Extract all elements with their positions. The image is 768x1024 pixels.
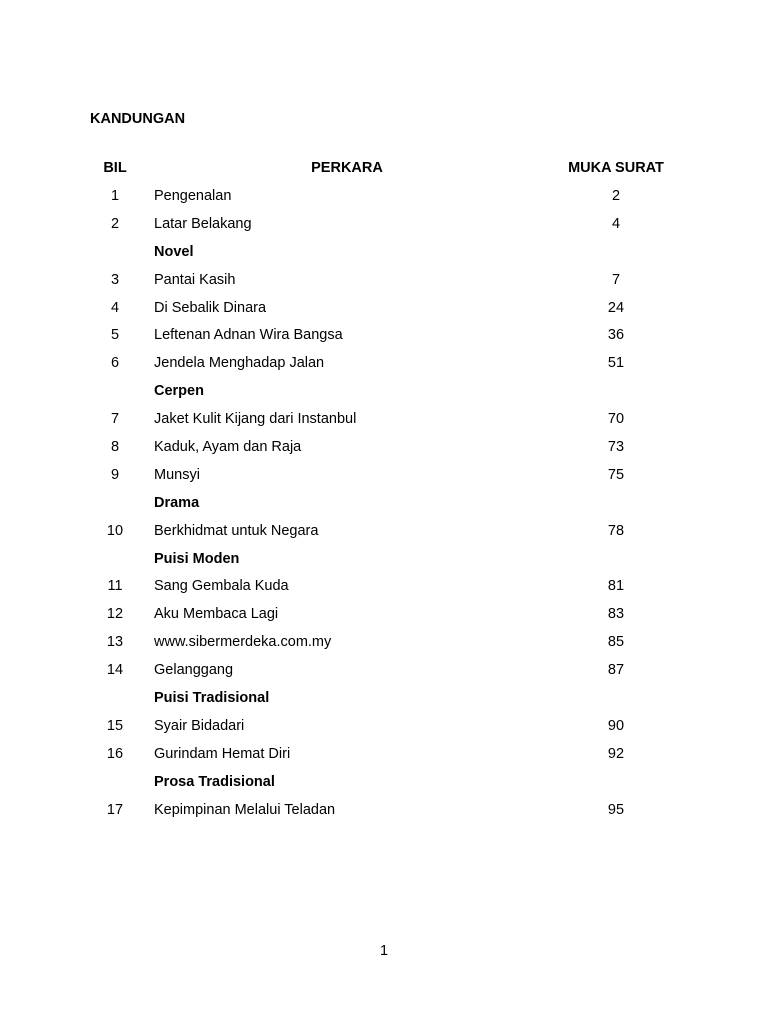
row-muka-surat: 95 xyxy=(607,801,625,818)
row-bil: 12 xyxy=(106,606,124,623)
row-perkara: Di Sebalik Dinara xyxy=(154,299,267,316)
table-row xyxy=(0,214,768,242)
row-perkara: Gelanggang xyxy=(154,662,234,679)
row-muka-surat: 92 xyxy=(607,745,625,762)
row-bil: 8 xyxy=(110,439,120,456)
row-muka-surat: 2 xyxy=(611,188,621,204)
table-row xyxy=(0,576,768,604)
page-title: KANDUNGAN xyxy=(90,111,186,127)
row-perkara: Pengenalan xyxy=(154,188,232,204)
row-perkara: Kaduk, Ayam dan Raja xyxy=(154,439,302,456)
row-muka-surat: 81 xyxy=(607,578,625,595)
row-perkara: Leftenan Adnan Wira Bangsa xyxy=(154,327,343,344)
row-bil: 16 xyxy=(106,745,124,762)
row-bil: 11 xyxy=(107,578,123,595)
row-bil: 9 xyxy=(110,466,120,483)
row-perkara: Jaket Kulit Kijang dari Instanbul xyxy=(154,411,357,428)
table-row xyxy=(0,270,768,298)
table-row xyxy=(0,632,768,660)
row-perkara: Berkhidmat untuk Negara xyxy=(154,522,319,539)
row-bil: 3 xyxy=(110,271,120,288)
section-heading: Cerpen xyxy=(154,383,204,400)
table-row xyxy=(0,437,768,465)
section-heading: Drama xyxy=(154,494,200,511)
row-perkara: Aku Membaca Lagi xyxy=(154,606,279,623)
row-muka-surat: 4 xyxy=(611,215,621,232)
section-heading-row xyxy=(0,549,768,577)
row-perkara: Sang Gembala Kuda xyxy=(154,578,289,595)
row-muka-surat: 36 xyxy=(607,327,625,344)
row-bil: 5 xyxy=(110,327,120,344)
row-perkara: Latar Belakang xyxy=(154,215,252,232)
section-heading-row xyxy=(0,242,768,270)
row-bil: 17 xyxy=(106,801,124,818)
row-muka-surat: 87 xyxy=(607,662,625,679)
row-perkara: Gurindam Hemat Diri xyxy=(154,745,291,762)
row-muka-surat: 73 xyxy=(607,439,625,456)
table-header xyxy=(0,158,768,178)
row-muka-surat: 83 xyxy=(607,606,625,623)
row-bil: 6 xyxy=(110,355,120,372)
table-row xyxy=(0,521,768,549)
row-muka-surat: 70 xyxy=(607,411,625,428)
table-row xyxy=(0,186,768,214)
row-muka-surat: 78 xyxy=(607,522,625,539)
row-perkara: www.sibermerdeka.com.my xyxy=(154,634,332,651)
row-perkara: Munsyi xyxy=(154,466,200,483)
row-bil: 15 xyxy=(106,717,124,734)
row-bil: 7 xyxy=(110,411,120,428)
row-bil: 13 xyxy=(106,634,124,651)
header-perkara: PERKARA xyxy=(311,160,383,176)
row-muka-surat: 90 xyxy=(607,717,625,734)
table-row xyxy=(0,298,768,326)
row-bil: 14 xyxy=(106,662,124,679)
page-number: 1 xyxy=(379,943,389,959)
section-heading: Novel xyxy=(154,243,194,260)
row-bil: 1 xyxy=(110,188,120,204)
section-heading: Puisi Tradisional xyxy=(154,690,270,707)
row-muka-surat: 75 xyxy=(607,466,625,483)
row-perkara: Kepimpinan Melalui Teladan xyxy=(154,801,336,818)
table-row xyxy=(0,744,768,772)
section-heading-row xyxy=(0,688,768,716)
row-perkara: Pantai Kasih xyxy=(154,271,236,288)
table-row xyxy=(0,800,768,828)
section-heading-row xyxy=(0,493,768,521)
table-row xyxy=(0,409,768,437)
header-bil: BIL xyxy=(103,160,127,176)
table-row xyxy=(0,353,768,381)
section-heading: Puisi Moden xyxy=(154,550,240,567)
row-muka-surat: 85 xyxy=(607,634,625,651)
row-bil: 4 xyxy=(110,299,120,316)
row-muka-surat: 51 xyxy=(607,355,625,372)
section-heading: Prosa Tradisional xyxy=(154,773,275,790)
table-row xyxy=(0,465,768,493)
table-row xyxy=(0,660,768,688)
section-heading-row xyxy=(0,772,768,800)
header-muka-surat: MUKA SURAT xyxy=(568,160,664,176)
contents-table xyxy=(0,186,768,827)
row-muka-surat: 24 xyxy=(607,299,625,316)
row-muka-surat: 7 xyxy=(611,271,621,288)
section-heading-row xyxy=(0,381,768,409)
table-row xyxy=(0,325,768,353)
row-perkara: Jendela Menghadap Jalan xyxy=(154,355,325,372)
row-perkara: Syair Bidadari xyxy=(154,717,245,734)
table-row xyxy=(0,604,768,632)
table-row xyxy=(0,716,768,744)
row-bil: 10 xyxy=(106,522,124,539)
row-bil: 2 xyxy=(110,215,120,232)
